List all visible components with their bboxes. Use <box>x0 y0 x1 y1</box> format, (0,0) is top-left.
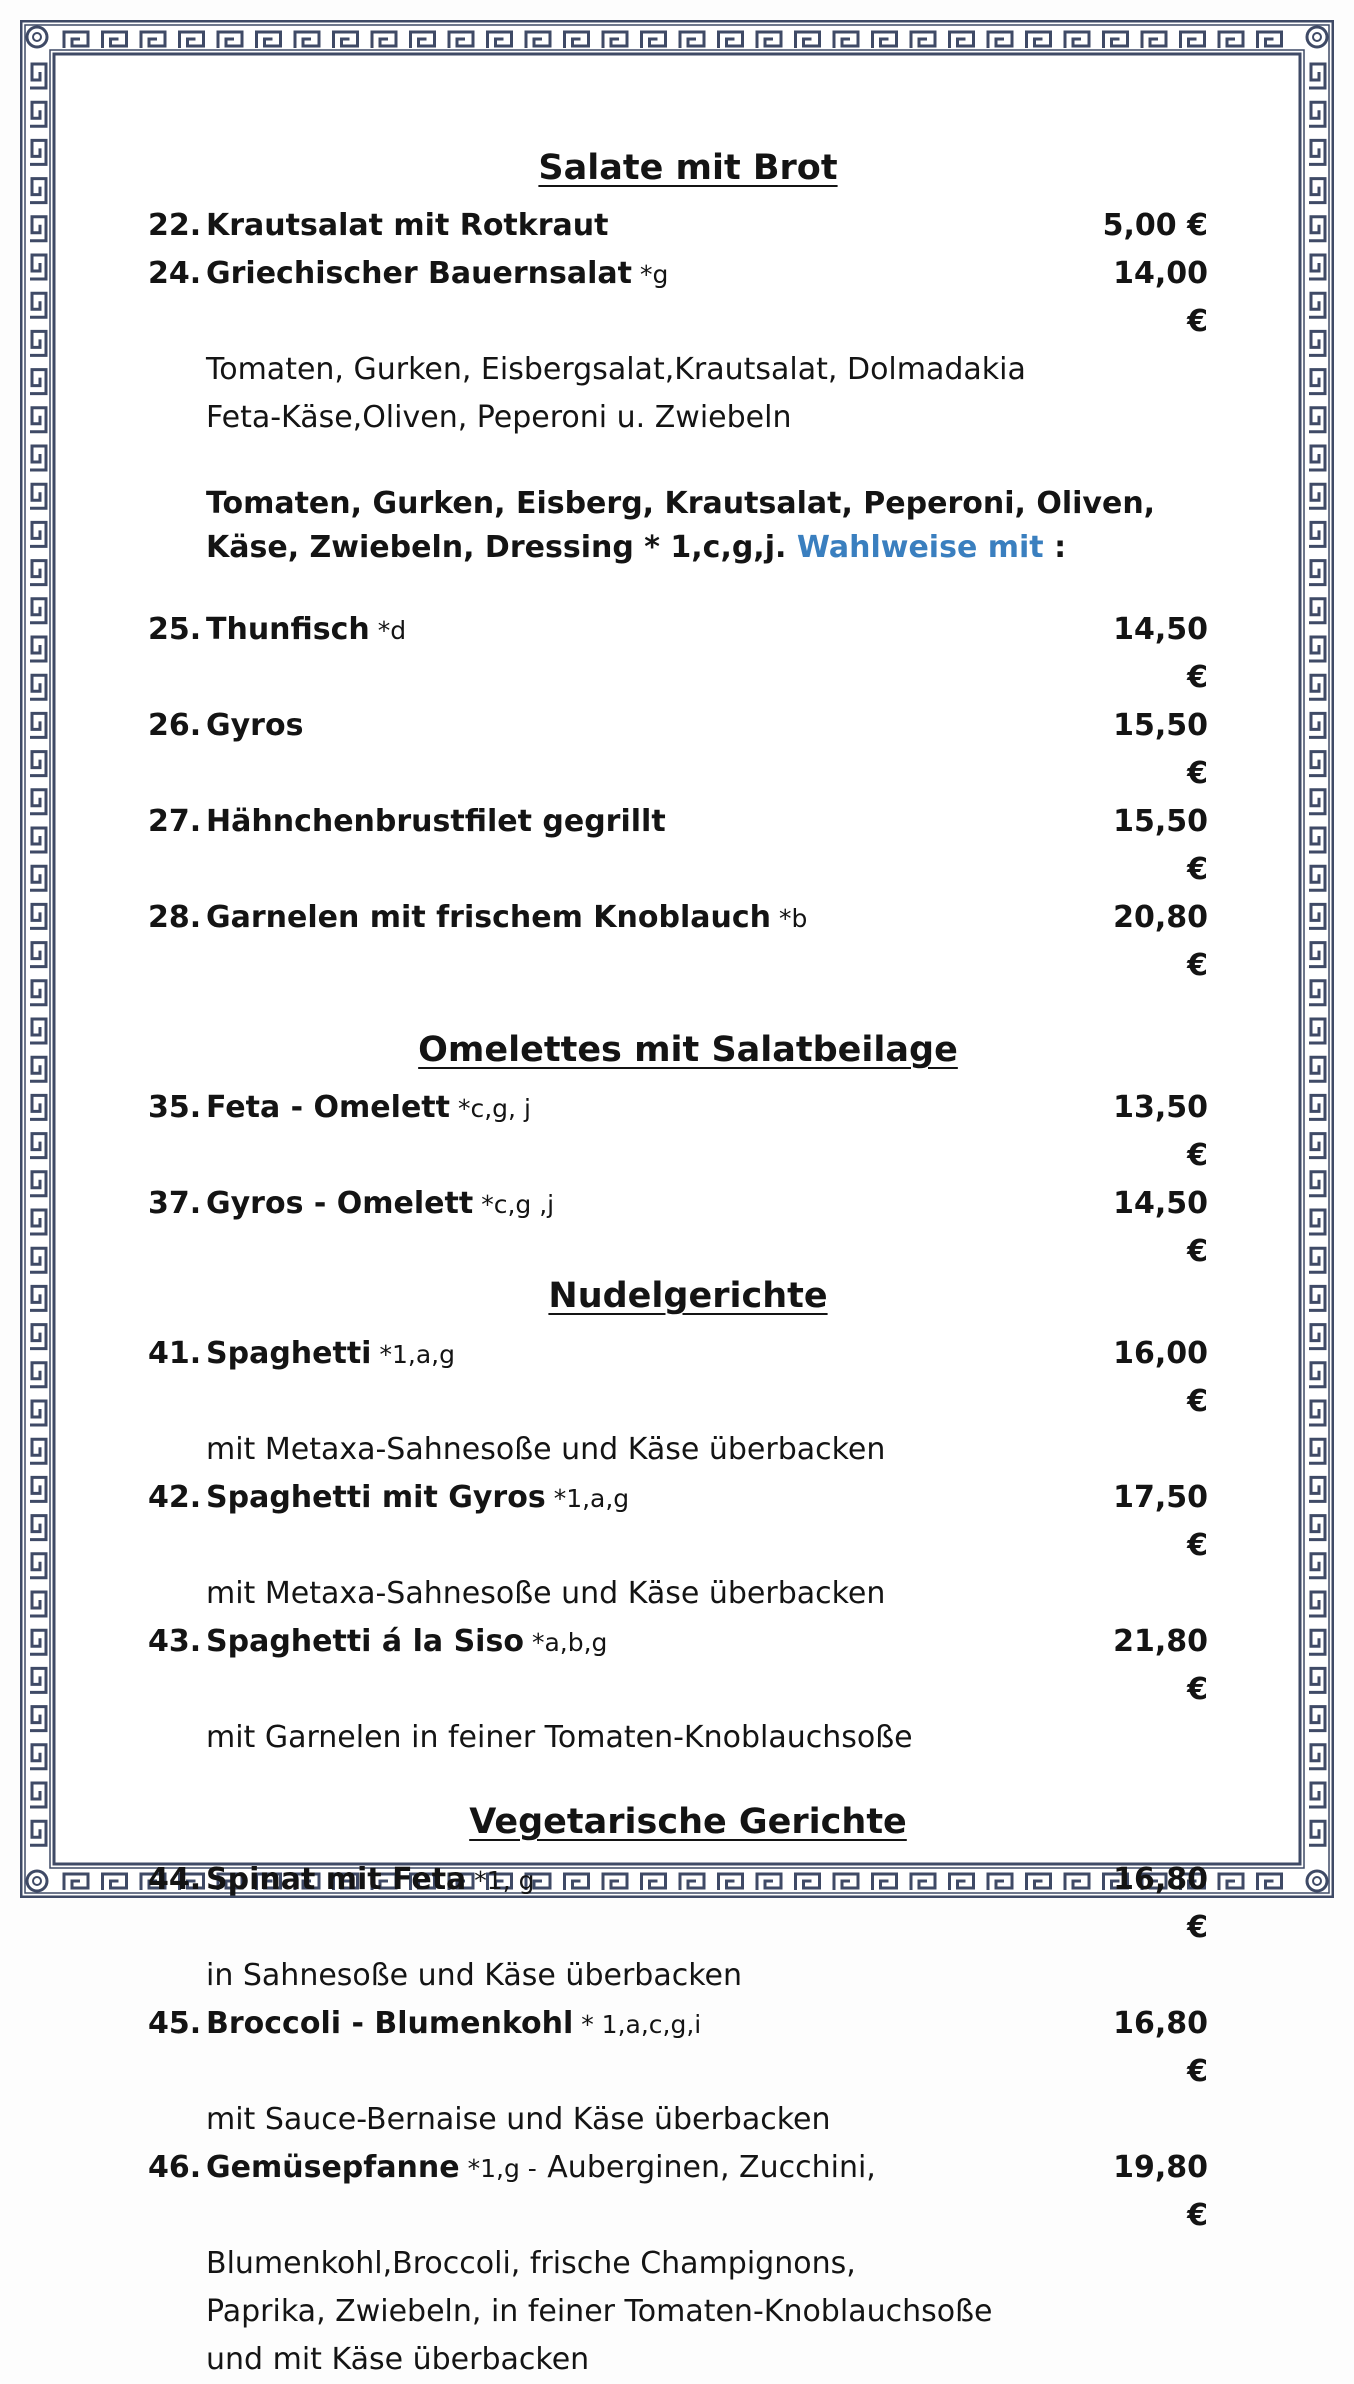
section-title-vegetarisch: Vegetarische Gerichte <box>469 1802 907 1842</box>
item-name: Spaghetti mit Gyros *1,a,g <box>206 1480 630 1515</box>
item-price: 13,50 € <box>1113 1090 1208 1173</box>
menu-item <box>148 202 1228 250</box>
menu-item <box>148 250 1228 346</box>
item-description: mit Metaxa-Sahnesoße und Käse überbacken <box>206 1432 886 1467</box>
section-title-omelettes: Omelettes mit Salatbeilage <box>418 1030 958 1070</box>
item-name: Gyros - Omelett *c,g ,j <box>206 1186 555 1221</box>
item-price: 14,00 € <box>1113 256 1208 339</box>
menu-item <box>148 1618 1228 1714</box>
item-number: 26. <box>148 708 202 743</box>
menu-item <box>148 798 1228 894</box>
item-name: Spinat mit Feta *1, g <box>206 1862 535 1897</box>
item-allergens: *d <box>377 616 407 645</box>
menu-item <box>148 2000 1228 2096</box>
item-name: Gyros <box>206 708 304 743</box>
item-allergens: * 1,a,c,g,i <box>581 2010 702 2039</box>
item-number: 27. <box>148 804 202 839</box>
item-price: 17,50 € <box>1113 1480 1208 1563</box>
item-allergens: *c,g ,j <box>481 1190 555 1219</box>
menu-item <box>148 702 1228 798</box>
item-description: mit Garnelen in feiner Tomaten-Knoblauchsoße <box>206 1720 913 1755</box>
item-price: 14,50 € <box>1113 612 1208 695</box>
item-allergens: *b <box>779 904 808 933</box>
item-number: 46. <box>148 2150 202 2185</box>
item-price: 16,80 € <box>1113 1862 1208 1945</box>
item-number: 24. <box>148 256 202 291</box>
menu-item <box>148 606 1228 702</box>
item-description: in Sahnesoße und Käse überbacken <box>206 1958 742 1993</box>
menu-item <box>148 1084 1228 1180</box>
item-number: 43. <box>148 1624 202 1659</box>
menu-item <box>148 1474 1228 1570</box>
item-name: Spaghetti á la Siso *a,b,g <box>206 1624 608 1659</box>
menu-content <box>148 148 1228 2384</box>
item-allergens: *1, g <box>474 1866 535 1895</box>
item-number: 35. <box>148 1090 202 1125</box>
item-price: 14,50 € <box>1113 1186 1208 1269</box>
salad-note: Tomaten, Gurken, Eisberg, Krautsalat, Peperoni, Oliven, <box>206 486 1156 521</box>
item-description-inline: Auberginen, Zucchini, <box>547 2150 876 2185</box>
item-price: 20,80 € <box>1113 900 1208 983</box>
item-name: Thunfisch *d <box>206 612 407 647</box>
item-description: mit Sauce-Bernaise und Käse überbacken <box>206 2102 831 2137</box>
item-name: Griechischer Bauernsalat *g <box>206 256 669 291</box>
item-description: Blumenkohl,Broccoli, frische Champignons, <box>206 2246 856 2281</box>
item-number: 22. <box>148 208 202 243</box>
item-number: 41. <box>148 1336 202 1371</box>
salad-note: Käse, Zwiebeln, Dressing * 1,c,g,j. Wahlweise mit : <box>206 530 1067 565</box>
item-allergens: *1,a,g <box>553 1484 630 1513</box>
item-name: Feta - Omelett *c,g, j <box>206 1090 531 1125</box>
item-allergens: *a,b,g <box>531 1628 608 1657</box>
item-number: 44. <box>148 1862 202 1897</box>
item-allergens: *1,a,g <box>379 1340 455 1369</box>
menu-page <box>20 20 1334 2377</box>
item-price: 16,00 € <box>1113 1336 1208 1419</box>
menu-item <box>148 1180 1228 1276</box>
item-name: Garnelen mit frischem Knoblauch *b <box>206 900 808 935</box>
item-number: 42. <box>148 1480 202 1515</box>
item-description: Feta-Käse,Oliven, Peperoni u. Zwiebeln <box>206 400 792 435</box>
section-title-salate: Salate mit Brot <box>538 148 838 188</box>
item-price: 19,80 € <box>1113 2150 1208 2233</box>
item-price: 15,50 € <box>1113 708 1208 791</box>
item-description: und mit Käse überbacken <box>206 2342 590 2377</box>
item-price: 21,80 € <box>1113 1624 1208 1707</box>
item-description: mit Metaxa-Sahnesoße und Käse überbacken <box>206 1576 886 1611</box>
item-name: Hähnchenbrustfilet gegrillt <box>206 804 666 839</box>
item-allergens: *g <box>640 260 669 289</box>
item-description: Tomaten, Gurken, Eisbergsalat,Krautsalat, Dolmadakia <box>206 352 1026 387</box>
item-name: Broccoli - Blumenkohl * 1,a,c,g,i <box>206 2006 702 2041</box>
item-number: 45. <box>148 2006 202 2041</box>
menu-item <box>148 2144 1228 2240</box>
menu-item <box>148 1856 1228 1952</box>
item-allergens: *c,g, j <box>457 1094 531 1123</box>
menu-item <box>148 894 1228 990</box>
item-name: Krautsalat mit Rotkraut <box>206 208 609 243</box>
item-number: 28. <box>148 900 202 935</box>
item-name: Gemüsepfanne *1,g - Auberginen, Zucchini, <box>206 2150 876 2185</box>
item-number: 37. <box>148 1186 202 1221</box>
menu-item <box>148 1330 1228 1426</box>
item-price: 16,80 € <box>1113 2006 1208 2089</box>
item-price: 15,50 € <box>1113 804 1208 887</box>
item-price: 5,00 € <box>1102 208 1208 243</box>
note-highlight: Wahlweise mit <box>796 530 1044 565</box>
item-number: 25. <box>148 612 202 647</box>
item-description: Paprika, Zwiebeln, in feiner Tomaten-Knoblauchsoße <box>206 2294 993 2329</box>
item-name: Spaghetti *1,a,g <box>206 1336 455 1371</box>
section-title-nudelgerichte: Nudelgerichte <box>548 1276 828 1316</box>
item-allergens: *1,g - <box>467 2154 537 2183</box>
